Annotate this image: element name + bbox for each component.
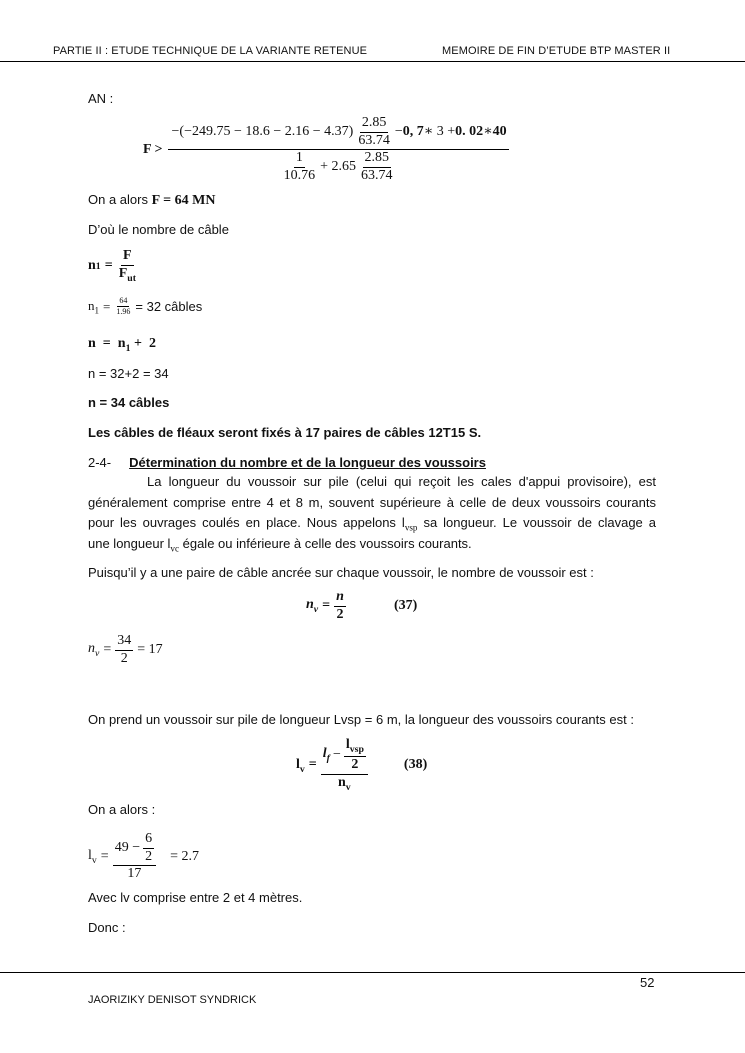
header-right: MEMOIRE DE FIN D’ETUDE BTP MASTER II — [442, 45, 671, 57]
eq38-eq: = — [308, 757, 317, 773]
eq-f-num-tail-a: − — [394, 123, 403, 139]
eq-f-den-frac1 — [282, 151, 318, 183]
eq-n1-den: F — [118, 265, 128, 281]
on-a-alors-text: On a alors : — [88, 802, 156, 817]
donc-text: Donc : — [88, 920, 126, 935]
eq-f-num-frac — [356, 116, 392, 148]
eq38-num-a: l — [322, 745, 327, 761]
eq-f-fraction — [168, 116, 509, 184]
calc-nv-result: = 17 — [137, 642, 163, 658]
eq38-inner-num-sub: vsp — [349, 743, 364, 755]
eq38-inner-den: 2 — [351, 757, 359, 773]
calc-lv-inner-num: 6 — [143, 832, 154, 849]
calc-lv — [88, 832, 199, 882]
calc-n1-lhs-sub: 1 — [94, 305, 100, 316]
para-line-3-a: pour les ouvrages coulés en place. Nous appelons l — [88, 515, 405, 530]
conclusion-text: Les câbles de fléaux seront fixés à 17 paires de câbles 12T15 S. — [88, 425, 482, 440]
eq38-label: (38) — [403, 757, 428, 773]
puisque-text: Puisqu’il y a une paire de câble ancrée sur chaque voussoir, le nombre de voussoir est : — [88, 565, 594, 580]
eq38-num-minus: − — [332, 747, 341, 763]
eq-n1-eq: = — [104, 258, 113, 274]
equation-38 — [296, 738, 427, 793]
calc-lv-den: 17 — [127, 866, 142, 882]
equation-n — [88, 336, 156, 354]
result-f-text: On a alors — [88, 192, 152, 207]
calc-lv-inner-den: 2 — [145, 848, 153, 864]
eq-n-b: + 2 — [130, 336, 156, 351]
eq-f-den-frac1-den: 10.76 — [283, 168, 316, 184]
calc-lv-lhs: l — [88, 848, 92, 864]
eq-n1-fraction — [117, 249, 138, 284]
calc-lv-lhs-sub: v — [91, 854, 97, 866]
eq-n-a-sub: 1 — [125, 342, 131, 354]
calc-n1-lhs: n — [88, 298, 95, 314]
eq-f-num-tail-b: ∗ 3 + — [423, 123, 456, 139]
eq-n1-lhs: n — [88, 258, 96, 274]
eq-f-den-frac2 — [359, 151, 395, 183]
para-line-3-b: sa longueur. Le voussoir de clavage a — [417, 515, 656, 530]
para-line-3 — [88, 513, 656, 534]
eq37-num: n — [334, 590, 346, 607]
calc-n: n = 32+2 = 34 — [88, 366, 169, 381]
calc-n1-fraction — [114, 297, 132, 317]
eq-f-num-text: −(−249.75 − 18.6 − 2.16 − 4.37) — [171, 123, 354, 139]
eq37-label: (37) — [393, 598, 418, 614]
calc-lv-num-a: 49 − — [114, 839, 141, 855]
equation-f — [143, 116, 509, 184]
eq38-lhs-sub: v — [299, 763, 305, 775]
eq-n1-lhs-sub: 1 — [95, 260, 101, 272]
avec-text: Avec lv comprise entre 2 et 4 mètres. — [88, 890, 303, 905]
eq-f-num-bold2: 0. 02 — [455, 123, 484, 139]
calc-lv-inner-fraction — [143, 832, 154, 864]
an-label: AN : — [88, 91, 114, 106]
para-line-1: La longueur du voussoir sur pile (celui qui reçoit les cales d'appui provisoire), est — [147, 474, 656, 489]
eq-f-den-frac2-den: 63.74 — [361, 168, 393, 184]
para-line-3-sub: vsp — [404, 522, 418, 533]
page-number: 52 — [640, 975, 655, 990]
eq37-den: 2 — [336, 606, 344, 622]
section-heading — [88, 455, 486, 470]
header-rule — [0, 61, 745, 62]
para-line-4-b: égale ou inférieure à celle des voussoirs courants. — [179, 535, 472, 551]
nombre-cable-text: D’où le nombre de câble — [88, 222, 229, 237]
eq37-lhs: n — [306, 597, 314, 613]
eq38-num-a-sub: f — [326, 752, 330, 764]
eq-f-den-frac2-num: 2.85 — [363, 151, 392, 168]
footer-rule — [0, 972, 745, 973]
eq38-den-sub: v — [345, 781, 351, 793]
section-title: Détermination du nombre et de la longueur des voussoirs — [129, 455, 486, 470]
calc-lv-result: = 2.7 — [170, 849, 200, 865]
eq-f-den-mid: + 2.65 — [320, 159, 357, 175]
calc-n1-den: 1.96 — [116, 307, 131, 317]
calc-lv-eq: = — [100, 849, 109, 865]
calc-n1-result: = 32 câbles — [135, 299, 203, 315]
para-line-4-a: une longueur l — [88, 535, 171, 551]
eq37-eq: = — [322, 598, 331, 614]
calc-n1-eq: = — [103, 298, 111, 314]
eq38-inner-fraction — [344, 738, 366, 773]
calc-nv-fraction — [115, 634, 133, 666]
on-prend-text: On prend un voussoir sur pile de longueur Lvsp = 6 m, la longueur des voussoirs courants est : — [88, 712, 634, 727]
equation-37 — [306, 590, 417, 622]
result-f-math: F = 64 MN — [151, 193, 216, 208]
calc-nv-lhs-sub: v — [95, 648, 100, 660]
eq37-fraction — [334, 590, 346, 622]
eq-f-num-bold1: 0, 7 — [402, 123, 424, 139]
eq38-lhs: l — [296, 756, 300, 772]
eq-f-num-tail-c: ∗ — [483, 123, 493, 139]
eq38-inner-num: l — [345, 737, 350, 752]
calc-n1-num: 64 — [117, 297, 129, 307]
para-line-2: généralement comprise entre 4 et 8 m, souvent supérieure à celle de deux voussoirs courants — [88, 494, 656, 510]
eq-n1-den-sub: ut — [127, 272, 136, 284]
eq-f-num-frac-num: 2.85 — [360, 116, 389, 133]
equation-n1 — [88, 249, 138, 284]
calc-nv — [88, 634, 163, 666]
eq-f-lhs: F > — [143, 141, 163, 157]
result-n: n = 34 câbles — [88, 395, 170, 410]
section-paragraph — [88, 472, 656, 554]
eq-f-num-frac-den: 63.74 — [358, 132, 390, 148]
eq38-den: n — [337, 774, 346, 790]
calc-nv-lhs: n — [88, 641, 95, 657]
calc-n1 — [88, 297, 202, 317]
section-number: 2-4- — [88, 455, 112, 470]
eq-f-den-frac1-num: 1 — [294, 151, 305, 168]
calc-lv-fraction — [113, 832, 156, 882]
calc-nv-num: 34 — [115, 634, 133, 651]
eq37-lhs-sub: v — [313, 604, 319, 616]
eq-n-a: n = n — [88, 336, 126, 351]
para-line-4 — [88, 534, 656, 555]
calc-nv-eq: = — [103, 642, 112, 658]
result-f — [88, 192, 215, 209]
eq-f-num-bold3: 40 — [492, 123, 507, 139]
footer-author: JAORIZIKY DENISOT SYNDRICK — [88, 994, 257, 1006]
eq38-fraction — [321, 738, 368, 793]
calc-nv-den: 2 — [120, 650, 128, 666]
header-left: PARTIE II : ETUDE TECHNIQUE DE LA VARIANTE RETENUE — [53, 45, 368, 57]
eq-n1-num: F — [121, 249, 134, 266]
para-line-4-sub: vc — [170, 543, 179, 554]
